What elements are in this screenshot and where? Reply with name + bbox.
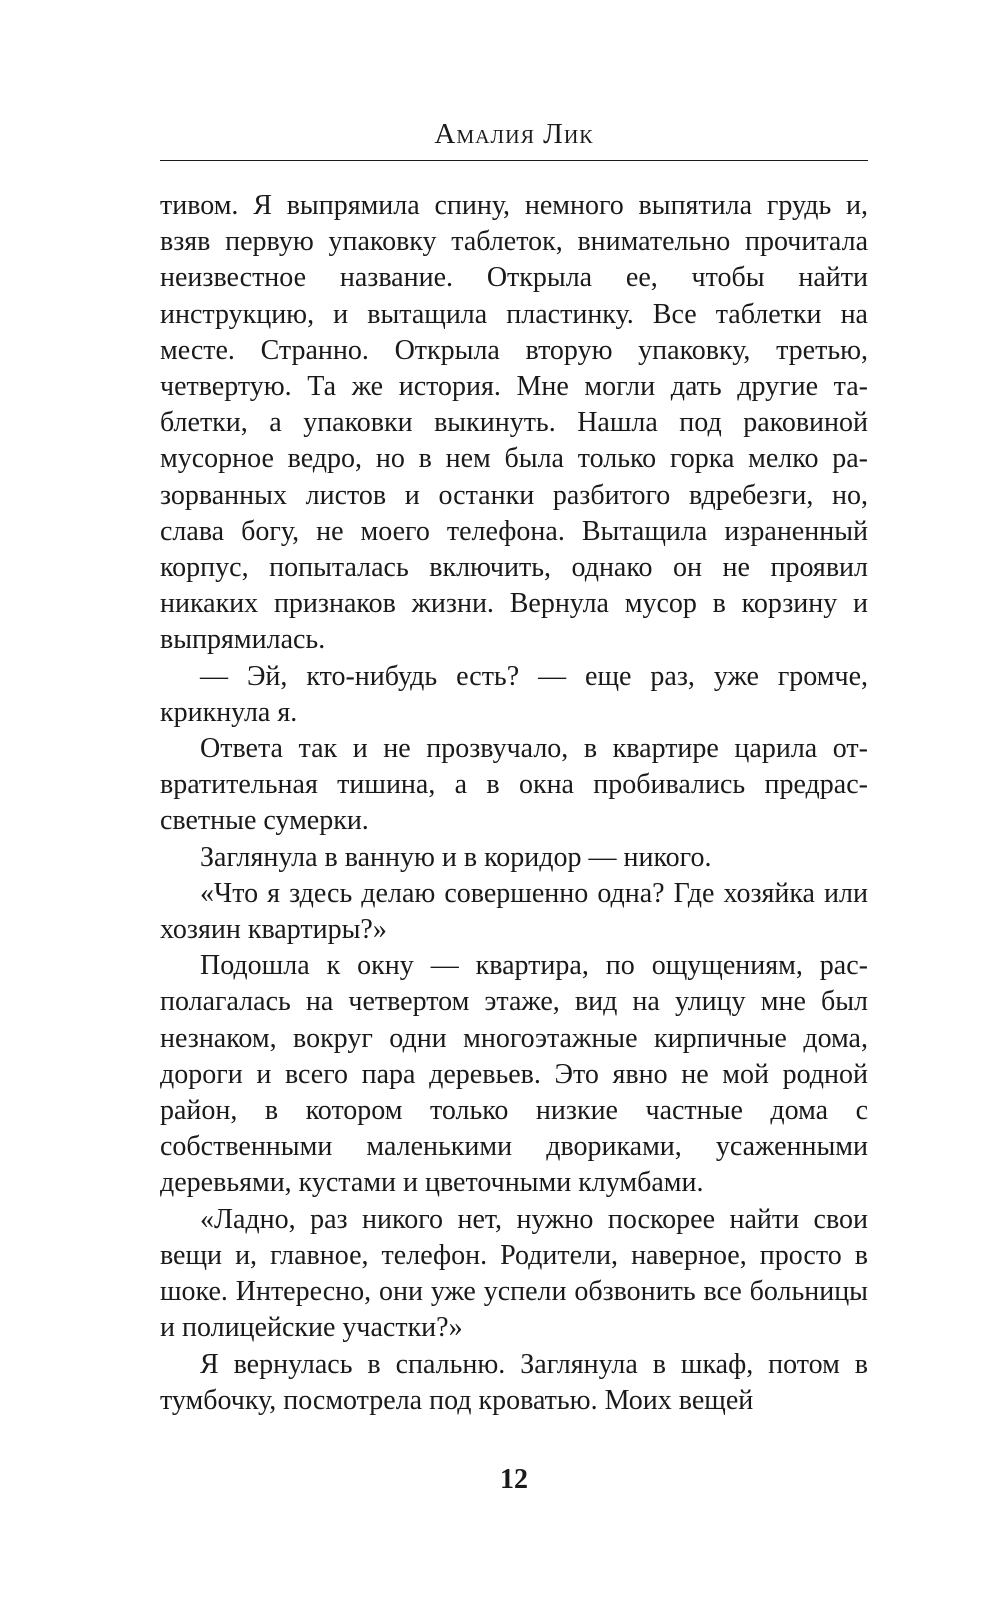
page-number: 12 (500, 1464, 528, 1495)
paragraph: Ответа так и не прозвучало, в квартире царила отвратительная тишина, а в окна пробивались предрассветные сумерки. (160, 733, 868, 837)
paragraph-continued: тивом. Я выпрямила спину, немного выпятила грудь и, взяв первую упаковку таблеток, внимательно прочитала неизвестное название. Открыла ее, чтобы найти инструкцию, и вытащила пластинку. Все таблетки на месте. Странно. Открыла вторую упаковку, третью, четвертую. Та же история. Мне могли дать другие таблетки, а упаковки выкинуть. Нашла под раковиной мусорное ведро, но в нем была только горка мелко разорванных листов и останки разбитого вдребезги, но, слава богу, не моего телефона. Вытащила израненный корпус, попыталась включить, однако он не проявил никаких признаков жизни. Вернула мусор в корзину и выпрямилась. (160, 190, 868, 656)
paragraph: Подошла к окну — квартира, по ощущениям, располагалась на четвертом этаже, вид на улицу мне был незнаком, вокруг одни многоэтажные кирпичные дома, дороги и всего пара деревьев. Это явно не мой родной район, в котором только низкие частные дома с собственными маленькими двориками, усаженными деревьями, кустами и цветочными клумбами. (160, 950, 868, 1199)
paragraph: Я вернулась в спальню. Заглянула в шкаф, потом в тумбочку, посмотрела под кроватью. Моих вещей (160, 1348, 868, 1416)
body-text (160, 188, 868, 1419)
paragraph-thought: «Что я здесь делаю совершенно одна? Где хозяйка или хозяин квартиры?» (160, 877, 868, 946)
paragraph: Заглянула в ванную и в коридор — никого. (200, 841, 712, 873)
header-rule (160, 160, 868, 161)
running-head-title: Амалия Лик (434, 118, 594, 150)
paragraph-dialogue: — Эй, кто-нибудь есть? — еще раз, уже громче, крикнула я. (160, 660, 868, 728)
paragraph-thought: «Ладно, раз никого нет, нужно поскорее найти свои вещи и, главное, телефон. Родители, наверное, просто в шоке. Интересно, они уже успели обзвонить все больницы и полицейские участки?» (160, 1203, 868, 1344)
